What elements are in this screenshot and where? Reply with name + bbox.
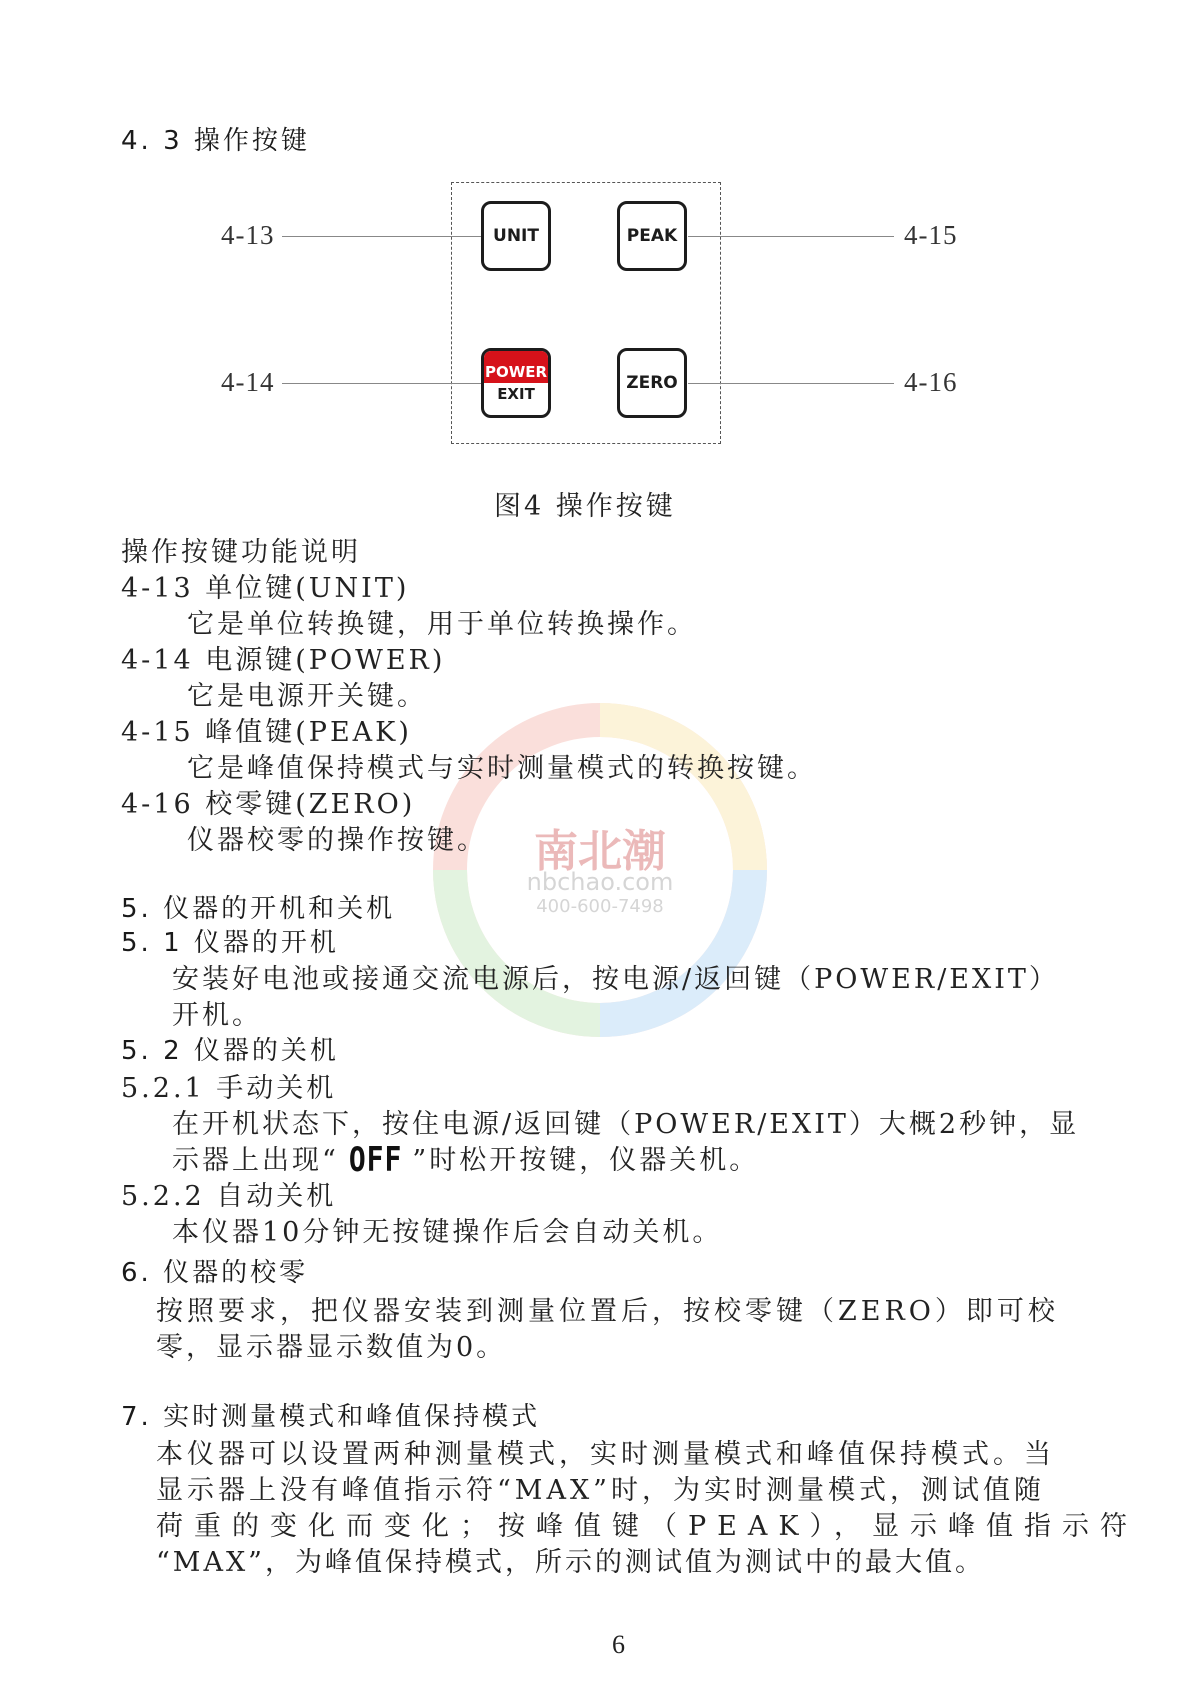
key-desc-text-4-13: 它是单位转换键，用于单位转换操作。 bbox=[187, 609, 697, 640]
leader-line-4-15 bbox=[688, 236, 894, 237]
off-display-glyph: OFF bbox=[348, 1139, 403, 1180]
line-2-suffix: ”时松开按键，仪器关机。 bbox=[412, 1145, 760, 1176]
section-5-1-line-2: 开机。 bbox=[172, 1000, 262, 1031]
section-5-2-1-title: 5.2.1 手动关机 bbox=[121, 1073, 337, 1104]
watermark-brand: 南北潮 bbox=[534, 826, 666, 877]
section-7-line-4: “MAX”，为峰值保持模式，所示的测试值为测试中的最大值。 bbox=[156, 1547, 985, 1578]
section-5-2-1-line-1: 在开机状态下，按住电源/返回键（POWER/EXIT）大概2秒钟，显 bbox=[172, 1109, 1080, 1140]
zero-key-label: ZERO bbox=[626, 373, 678, 393]
key-desc-title-4-13: 4-13 单位键(UNIT) bbox=[121, 573, 410, 604]
key-desc-heading: 操作按键功能说明 bbox=[121, 537, 361, 568]
leader-line-4-13 bbox=[282, 236, 482, 237]
callout-4-15: 4-15 bbox=[904, 220, 958, 250]
section-5-1-line-1: 安装好电池或接通交流电源后，按电源/返回键（POWER/EXIT） bbox=[172, 964, 1059, 995]
section-5-title: 5. 仪器的开机和关机 bbox=[121, 894, 396, 924]
section-5-1-title: 5. 1 仪器的开机 bbox=[121, 928, 339, 958]
section-7-line-2: 显示器上没有峰值指示符“MAX”时，为实时测量模式，测试值随 bbox=[156, 1475, 1045, 1506]
section-7-title: 7. 实时测量模式和峰值保持模式 bbox=[121, 1402, 541, 1432]
unit-key-label: UNIT bbox=[493, 226, 539, 246]
key-desc-text-4-14: 它是电源开关键。 bbox=[187, 681, 427, 712]
section-4-3-title: 4. 3 操作按键 bbox=[121, 126, 310, 156]
watermark-site: nbchao.com bbox=[526, 868, 674, 896]
section-7-line-1: 本仪器可以设置两种测量模式，实时测量模式和峰值保持模式。当 bbox=[156, 1439, 1055, 1470]
watermark-phone: 400-600-7498 bbox=[536, 896, 664, 917]
unit-key bbox=[481, 201, 551, 271]
page-number: 6 bbox=[612, 1630, 625, 1659]
power-key-label: POWER bbox=[484, 351, 548, 383]
key-desc-title-4-16: 4-16 校零键(ZERO) bbox=[121, 789, 416, 820]
leader-line-4-16 bbox=[688, 383, 894, 384]
key-desc-text-4-16: 仪器校零的操作按键。 bbox=[187, 825, 487, 856]
callout-4-14: 4-14 bbox=[221, 367, 275, 397]
section-5-2-2-title: 5.2.2 自动关机 bbox=[121, 1181, 337, 1212]
section-5-2-2-line: 本仪器10分钟无按键操作后会自动关机。 bbox=[172, 1217, 723, 1248]
key-desc-text-4-15: 它是峰值保持模式与实时测量模式的转换按键。 bbox=[187, 753, 817, 784]
zero-key bbox=[617, 348, 687, 418]
callout-4-13: 4-13 bbox=[221, 220, 275, 250]
section-6-title: 6. 仪器的校零 bbox=[121, 1258, 309, 1288]
section-5-2-1-line-2 bbox=[172, 1138, 760, 1180]
figure-caption: 图4 操作按键 bbox=[494, 491, 676, 522]
section-6-line-1: 按照要求，把仪器安装到测量位置后，按校零键（ZERO）即可校 bbox=[156, 1296, 1059, 1327]
exit-key-label: EXIT bbox=[497, 385, 535, 403]
section-6-line-2: 零，显示器显示数值为0。 bbox=[156, 1332, 507, 1363]
callout-4-16: 4-16 bbox=[904, 367, 958, 397]
leader-line-4-14 bbox=[282, 383, 482, 384]
line-2-prefix: 示器上出现“ bbox=[172, 1145, 339, 1176]
section-5-2-title: 5. 2 仪器的关机 bbox=[121, 1036, 339, 1066]
section-7-line-3: 荷重的变化而变化；按峰值键（PEAK），显示峰值指示符 bbox=[156, 1511, 1139, 1542]
power-exit-key bbox=[481, 348, 551, 418]
key-desc-title-4-14: 4-14 电源键(POWER) bbox=[121, 645, 446, 676]
peak-key-label: PEAK bbox=[626, 226, 678, 246]
key-desc-title-4-15: 4-15 峰值键(PEAK) bbox=[121, 717, 412, 748]
peak-key bbox=[617, 201, 687, 271]
